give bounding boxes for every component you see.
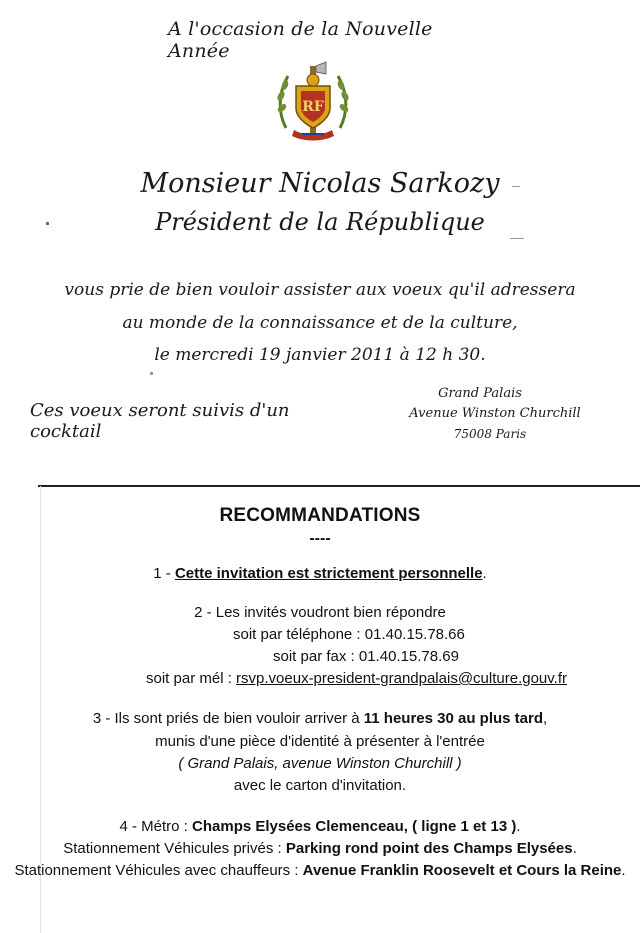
recommendation-4-chauffeur-parking [0,862,640,879]
arrival-time: 11 heures 30 au plus tard [363,710,544,727]
host-name: Monsieur Nicolas Sarkozy [140,168,500,199]
fax-label: soit par fax : [273,648,359,665]
invitation-body-line: vous prie de bien vouloir assister aux voeux qu'il adressera [64,280,576,300]
scan-speck [512,186,520,187]
coat-of-arms-emblem [272,58,354,144]
recommendation-4-private-parking [0,840,640,857]
invitation-body-line: au monde de la connaissance et de la culture, [122,313,518,333]
recommendation-1 [0,565,640,582]
invitation-date-line: le mercredi 19 janvier 2011 à 12 h 30. [154,345,486,365]
parking-label: Stationnement Véhicules privés : [63,840,286,857]
email-line [146,670,567,687]
rsvp-email-link[interactable]: rsvp.voeux-president-grandpalais@culture.gouv.fr [236,670,567,687]
item-prefix: 3 - Ils sont priés de bien vouloir arriver à [92,710,364,727]
metro-station: Champs Elysées Clemenceau, ( ligne 1 et 13 ) [192,818,517,835]
scan-speck [510,238,524,239]
fax-number: 01.40.15.78.69 [358,648,459,665]
phone-label: soit par téléphone : [233,626,365,643]
occasion-heading: A l'occasion de la Nouvelle Année [168,18,433,62]
phone-number[interactable]: 01.40.15.78.66 [364,626,465,643]
host-title: Président de la République [155,208,485,236]
venue-city: 75008 Paris [453,427,527,441]
scan-speck [150,372,153,375]
recommendation-2-line: 2 - Les invités voudront bien répondre [194,604,446,621]
parking-label: Stationnement Véhicules avec chauffeurs : [14,862,303,879]
item-suffix: . [621,862,626,879]
scan-speck [46,222,49,225]
recommendation-4-metro [0,818,640,835]
item-prefix: 4 - Métro : [119,818,193,835]
item-suffix: , [543,710,548,727]
parking-location: Parking rond point des Champs Elysées [285,840,573,857]
item-suffix: . [482,565,487,582]
section-divider [38,485,640,487]
venue-name: Grand Palais [438,386,522,401]
item-emphasis: Cette invitation est strictement personnelle [174,565,483,582]
svg-text:RF: RF [302,99,324,115]
recommendations-title: RECOMMANDATIONS [219,505,421,526]
recommendation-3-line: munis d'une pièce d'identité à présenter à l'entrée [155,733,485,750]
cocktail-note: Ces voeux seront suivis d'un cocktail [30,400,290,442]
fax-line [273,648,459,665]
recommendation-3-line [0,710,640,727]
parking-location: Avenue Franklin Roosevelt et Cours la Reine [302,862,622,879]
item-suffix: . [516,818,521,835]
recommendation-3-line: avec le carton d'invitation. [233,777,407,794]
venue-street: Avenue Winston Churchill [409,406,581,421]
email-label: soit par mél : [146,670,237,687]
recommendations-separator: ---- [309,530,331,547]
recommendation-3-venue: ( Grand Palais, avenue Winston Churchill ) [178,755,462,772]
item-prefix: 1 - [153,565,175,582]
item-suffix: . [572,840,577,857]
phone-line [233,626,465,643]
